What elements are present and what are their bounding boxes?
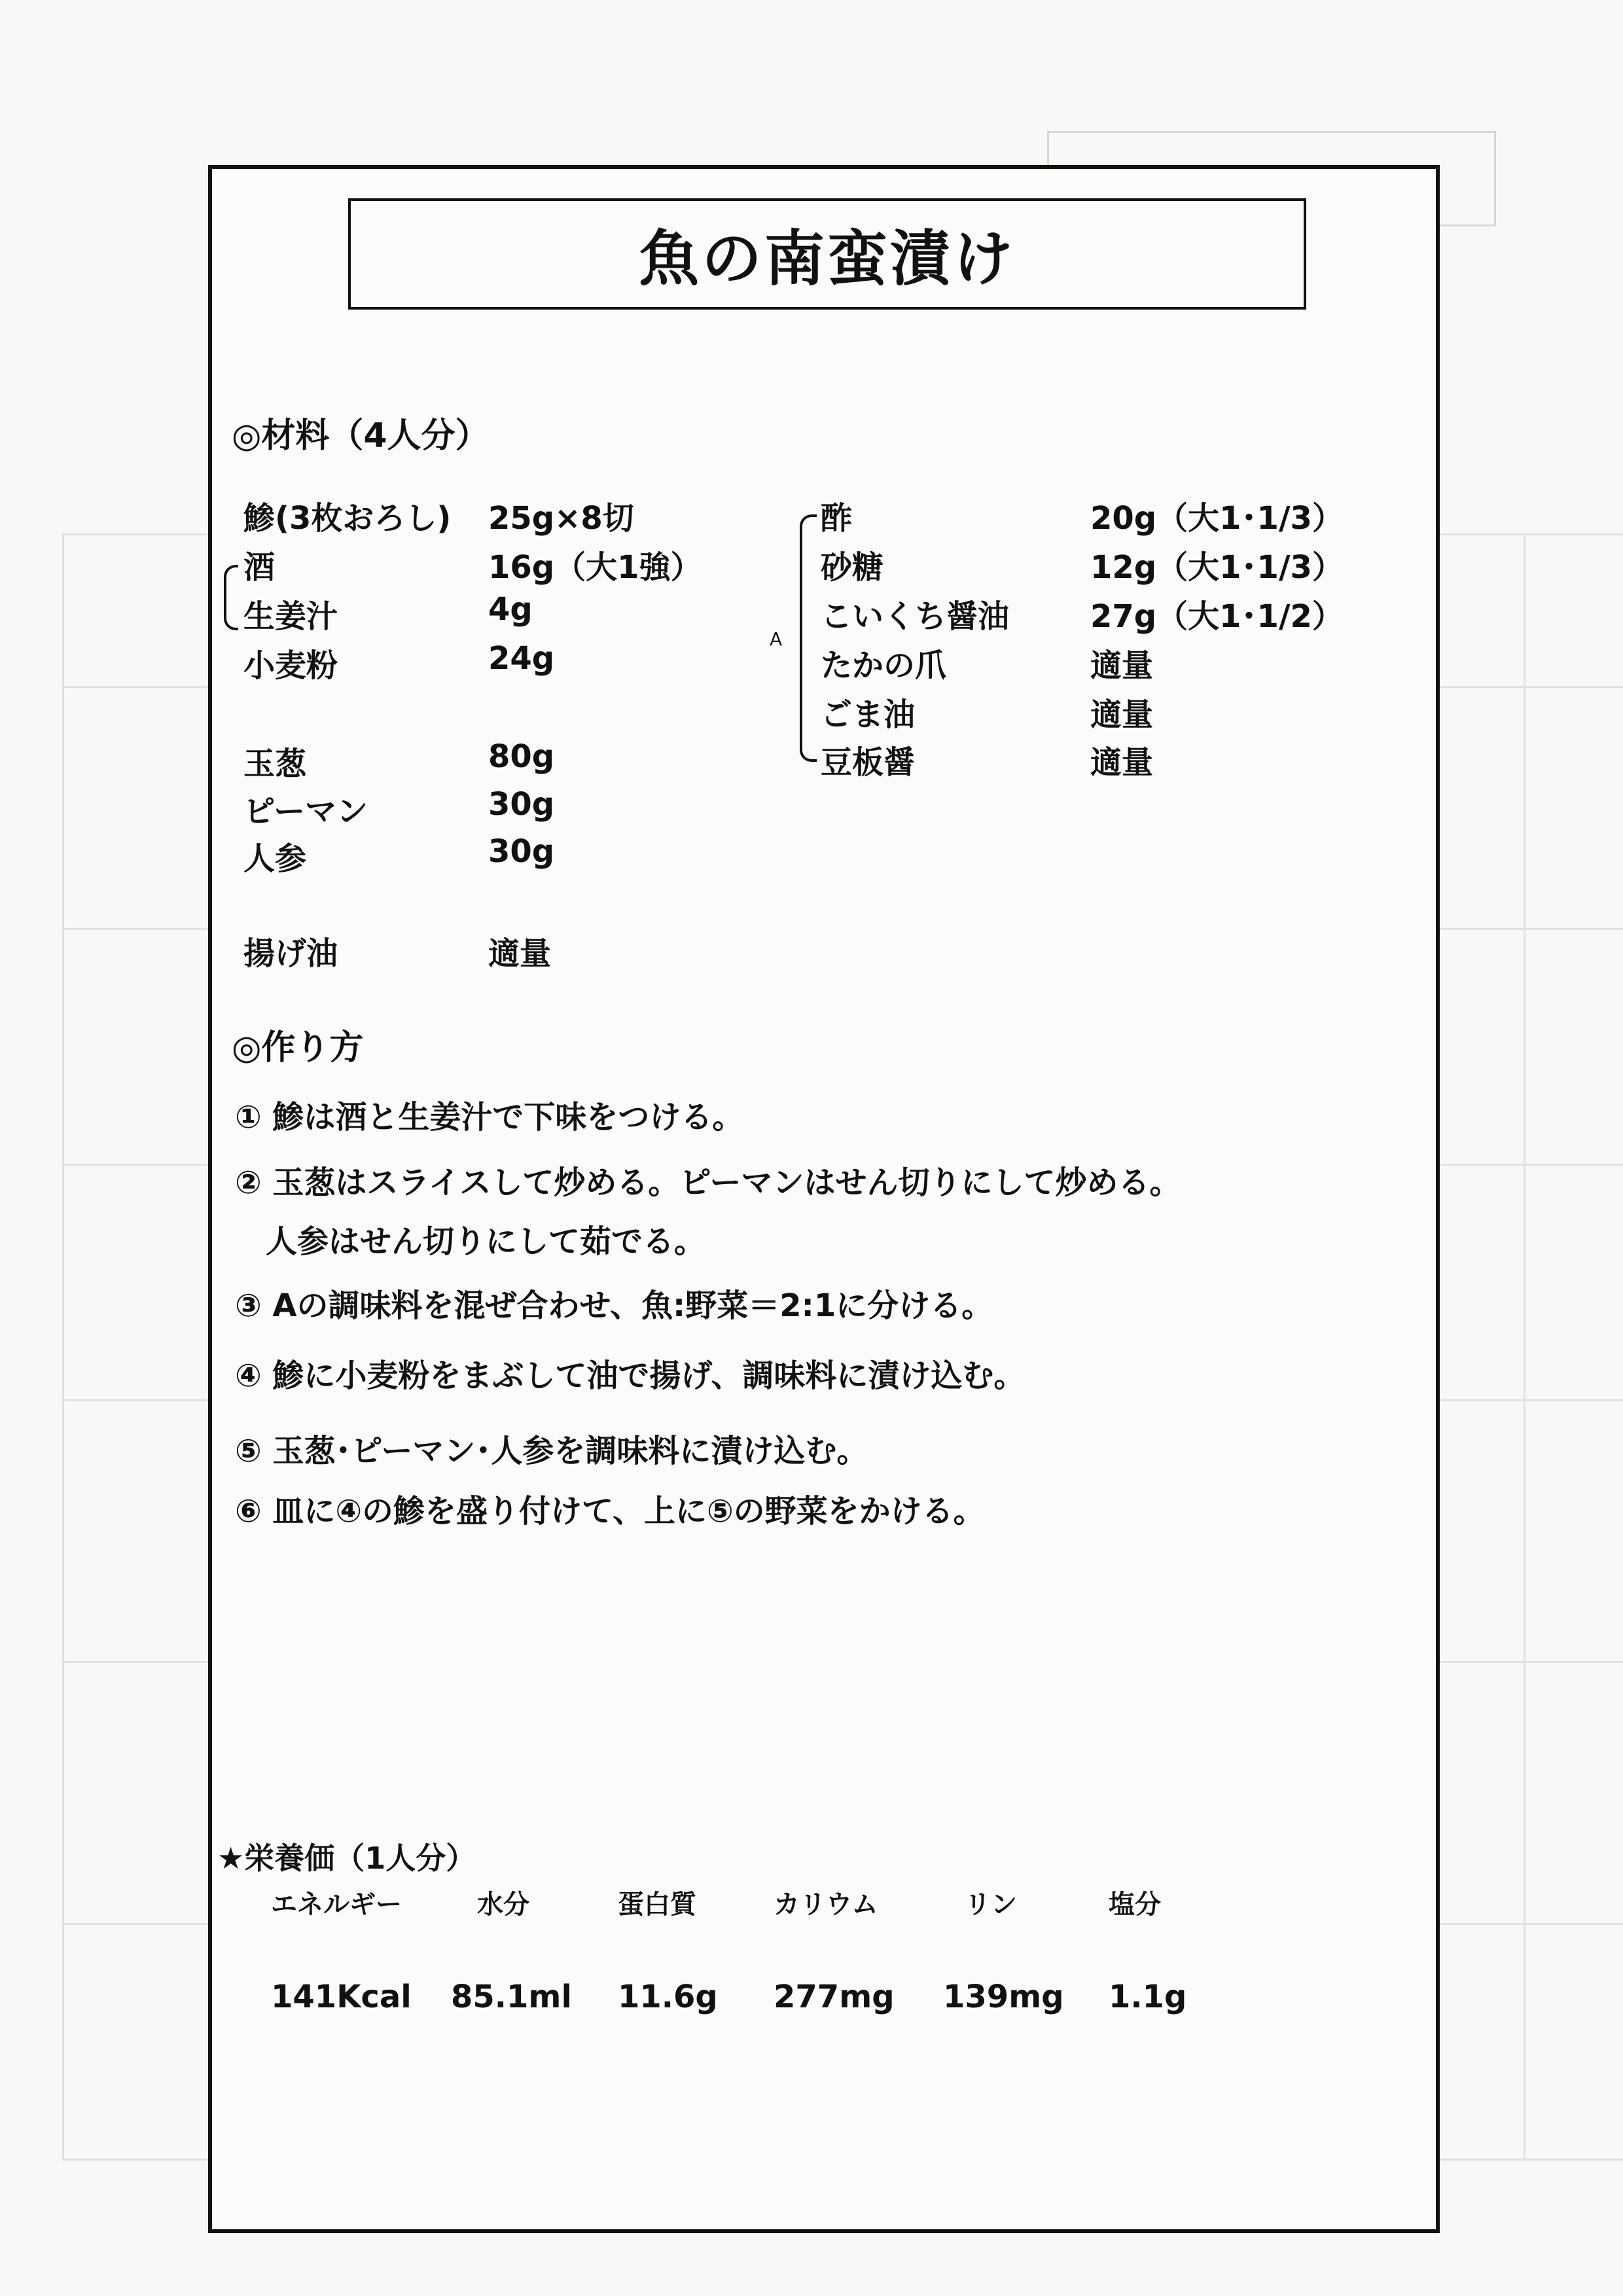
method-step: ③ Aの調味料を混ぜ合わせ、魚:野菜＝2:1に分ける。 [235,1287,993,1324]
ingredient-amount: 4g [488,591,533,628]
ingredient-name: 生姜汁 [243,598,338,635]
method-heading: ◎作り方 [232,1028,364,1067]
nutrition-label-phosphorus: リン [965,1890,1017,1920]
method-step: ② 玉葱はスライスして炒める。ピーマンはせん切りにして炒める。 [235,1164,1181,1201]
sake-ginger-bracket [224,565,238,630]
ingredient-name: ピーマン [243,793,368,830]
method-step: ① 鯵は酒と生姜汁で下味をつける。 [235,1099,744,1136]
ingredient-amount: 適量 [1090,696,1154,733]
method-step: ④ 鯵に小麦粉をまぶして油で揚げ、調味料に漬け込む。 [235,1357,1026,1394]
ingredient-name: 砂糖 [821,549,884,586]
ingredient-name: 酢 [821,500,853,537]
ingredient-amount: 30g [488,786,555,823]
ingredients-heading: ◎材料（4人分） [232,416,490,456]
ingredient-amount: 12g（大1･1/3） [1090,549,1344,586]
ingredient-name: 豆板醤 [821,744,916,781]
nutrition-heading: ★栄養価（1人分） [217,1840,476,1876]
ingredient-name: 玉葱 [243,745,307,782]
ingredient-name: 小麦粉 [243,647,338,684]
ingredient-amount: 20g（大1･1/3） [1090,500,1344,537]
seasoning-a-label: A [770,628,783,650]
recipe-card [208,165,1440,2233]
ingredient-amount: 適量 [488,935,552,972]
nutrition-label-protein: 蛋白質 [618,1890,696,1920]
nutrition-value-water: 85.1ml [451,1979,572,2015]
nutrition-value-energy: 141Kcal [271,1979,412,2015]
ingredient-amount: 27g（大1･1/2） [1090,598,1344,635]
nutrition-label-salt: 塩分 [1109,1890,1161,1920]
ingredient-name: 人参 [243,840,307,877]
ingredient-name: 鯵(3枚おろし) [243,500,452,537]
ingredient-amount: 16g（大1強） [488,549,702,586]
nutrition-label-energy: エネルギー [271,1890,402,1920]
ingredient-amount: 25g×8切 [488,500,634,537]
nutrition-label-water: 水分 [477,1890,529,1920]
nutrition-value-protein: 11.6g [618,1979,718,2015]
method-step: ⑤ 玉葱･ピーマン･人参を調味料に漬け込む。 [235,1433,868,1469]
ingredient-name: こいくち醤油 [821,598,1010,635]
method-step: ⑥ 皿に④の鯵を盛り付けて、上に⑤の野菜をかける。 [235,1493,985,1530]
ingredient-name: 酒 [243,549,276,586]
ingredient-amount: 30g [488,833,555,870]
ingredient-name: たかの爪 [821,647,947,684]
nutrition-value-potassium: 277mg [774,1979,895,2015]
seasoning-a-bracket [800,514,817,762]
ingredient-amount: 24g [488,640,555,677]
nutrition-label-potassium: カリウム [774,1890,878,1920]
ingredient-amount: 適量 [1090,744,1154,781]
ingredient-amount: 80g [488,738,555,775]
ingredient-name: 揚げ油 [243,935,338,972]
nutrition-value-phosphorus: 139mg [943,1979,1064,2015]
recipe-title: 魚の南蛮漬け [348,198,1306,310]
ingredient-name: ごま油 [821,696,916,733]
ingredient-amount: 適量 [1090,647,1154,684]
nutrition-value-salt: 1.1g [1109,1979,1187,2015]
method-step-continued: 人参はせん切りにして茹でる。 [266,1223,706,1260]
